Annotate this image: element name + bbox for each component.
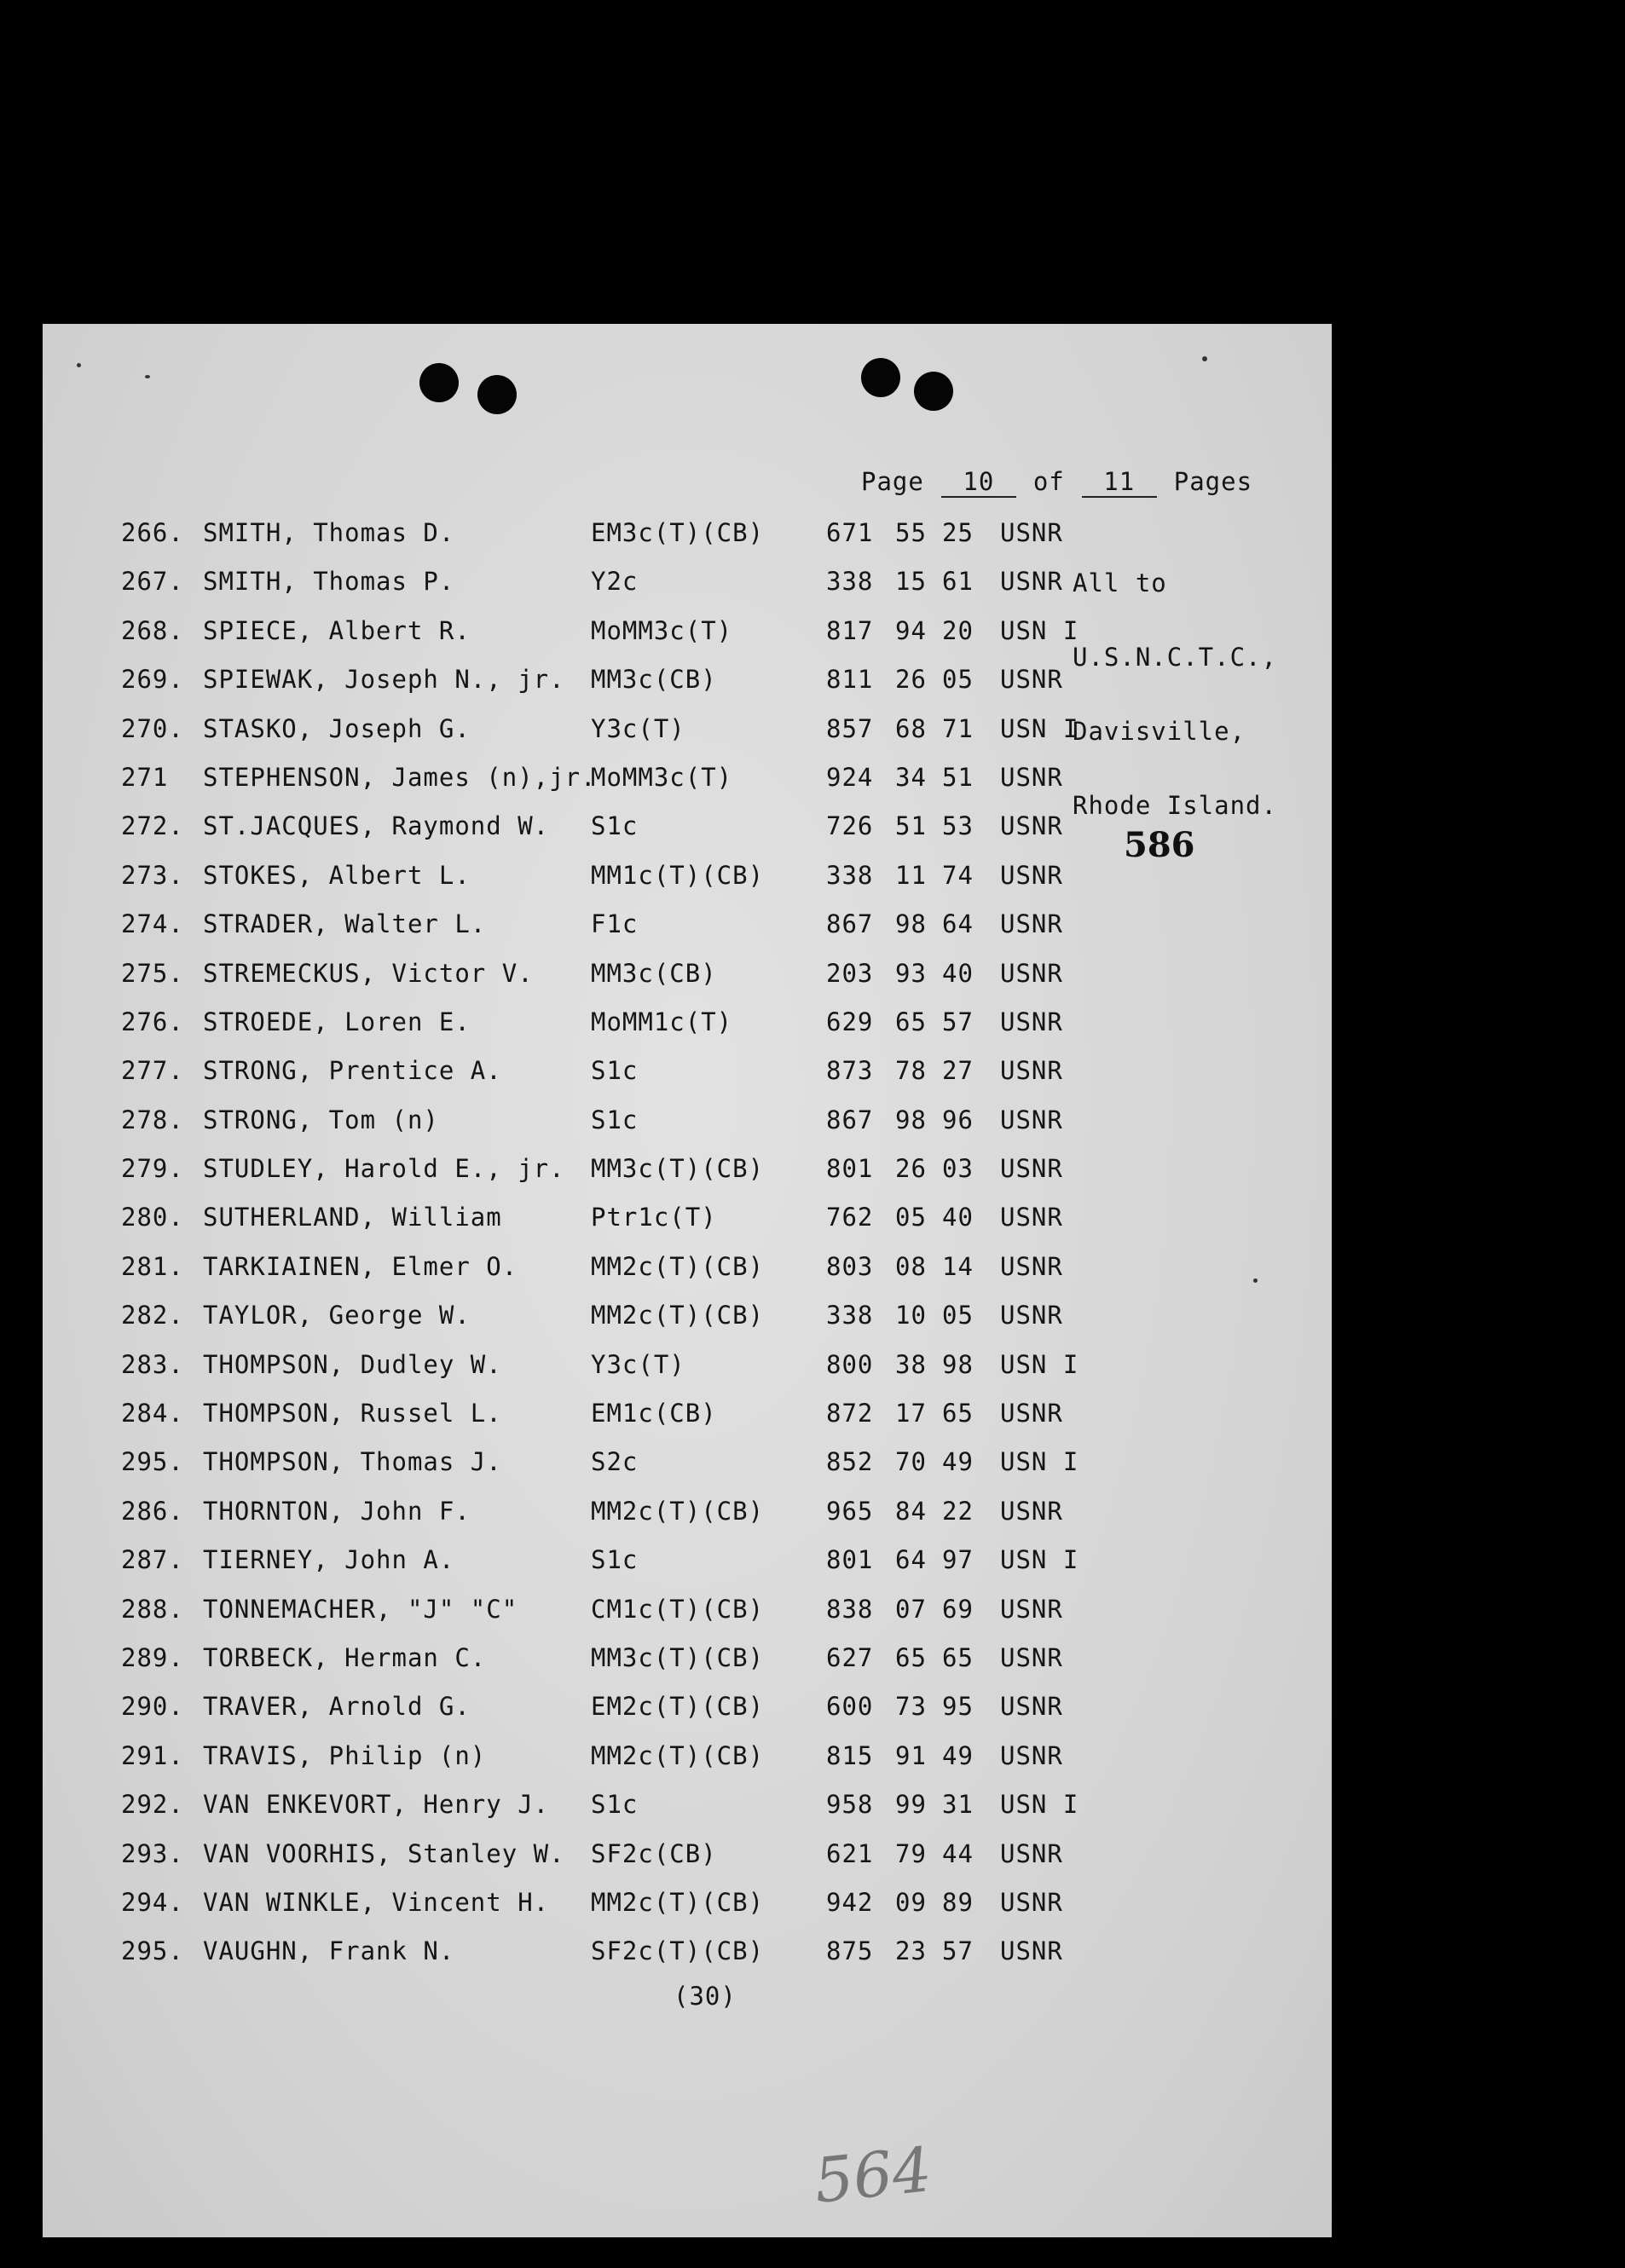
- service-number-part: 53: [942, 811, 974, 841]
- person-name: STUDLEY, Harold E., jr.: [203, 1154, 565, 1184]
- person-name: SPIEWAK, Joseph N., jr.: [203, 665, 565, 695]
- person-name: ST.JACQUES, Raymond W.: [203, 811, 550, 841]
- component: USNR: [1000, 1056, 1063, 1086]
- service-number-part: 338: [826, 1301, 874, 1330]
- person-name: SMITH, Thomas D.: [203, 518, 455, 547]
- service-number-part: 91: [895, 1740, 927, 1770]
- row-number: 289.: [121, 1642, 184, 1672]
- component: USN I: [1000, 1790, 1079, 1820]
- component: USNR: [1000, 1594, 1063, 1624]
- page-header: [861, 467, 1252, 498]
- paper-speck: [1202, 356, 1207, 361]
- service-number-part: 924: [826, 762, 874, 792]
- person-name: STRADER, Walter L.: [203, 909, 487, 939]
- rating: Y3c(T): [591, 713, 685, 743]
- component: USN I: [1000, 1349, 1079, 1379]
- rating: SF2c(CB): [591, 1838, 717, 1868]
- row-number: 269.: [121, 665, 184, 695]
- service-number-part: 65: [942, 1399, 974, 1428]
- person-name: STEPHENSON, James (n),jr.: [203, 762, 597, 792]
- person-name: TARKIAINEN, Elmer O.: [203, 1251, 518, 1281]
- row-number: 288.: [121, 1594, 184, 1624]
- component: USNR: [1000, 1936, 1063, 1966]
- service-number-part: 40: [942, 1203, 974, 1232]
- service-number-part: 57: [942, 1936, 974, 1966]
- service-number-part: 23: [895, 1936, 927, 1966]
- rating: MoMM3c(T): [591, 762, 733, 792]
- service-number-part: 801: [826, 1154, 874, 1184]
- person-name: STRONG, Tom (n): [203, 1105, 439, 1134]
- component: USN I: [1000, 713, 1079, 743]
- service-number-part: 05: [895, 1203, 927, 1232]
- service-number-part: 811: [826, 665, 874, 695]
- side-note-line: U.S.N.C.T.C.,: [1073, 643, 1277, 672]
- person-name: THORNTON, John F.: [203, 1496, 471, 1526]
- component: USN I: [1000, 1447, 1079, 1477]
- footer-page-number: (30): [674, 1982, 737, 2011]
- service-number-part: 49: [942, 1740, 974, 1770]
- rating: MM2c(T)(CB): [591, 1496, 765, 1526]
- component: USNR: [1000, 1838, 1063, 1868]
- service-number-part: 05: [942, 1301, 974, 1330]
- rating: MoMM3c(T): [591, 615, 733, 645]
- stamped-number: 586: [1124, 825, 1195, 865]
- service-number-part: 03: [942, 1154, 974, 1184]
- rating: MM2c(T)(CB): [591, 1740, 765, 1770]
- service-number-part: 942: [826, 1887, 874, 1917]
- side-note-line: Rhode Island.: [1073, 791, 1277, 820]
- service-number-part: 64: [895, 1545, 927, 1575]
- component: USNR: [1000, 762, 1063, 792]
- rating: MoMM1c(T): [591, 1007, 733, 1036]
- service-number-part: 98: [895, 1105, 927, 1134]
- service-number-part: 57: [942, 1007, 974, 1036]
- page-number: 10: [941, 467, 1016, 498]
- component: USNR: [1000, 1399, 1063, 1428]
- service-number-part: 852: [826, 1447, 874, 1477]
- service-number-part: 38: [895, 1349, 927, 1379]
- person-name: THOMPSON, Dudley W.: [203, 1349, 502, 1379]
- service-number-part: 867: [826, 909, 874, 939]
- rating: Ptr1c(T): [591, 1203, 717, 1232]
- service-number-part: 11: [895, 860, 927, 890]
- service-number-part: 93: [895, 958, 927, 988]
- service-number-part: 09: [895, 1887, 927, 1917]
- service-number-part: 26: [895, 1154, 927, 1184]
- person-name: STREMECKUS, Victor V.: [203, 958, 534, 988]
- row-number: 291.: [121, 1740, 184, 1770]
- component: USNR: [1000, 1642, 1063, 1672]
- service-number-part: 98: [895, 909, 927, 939]
- service-number-part: 08: [895, 1251, 927, 1281]
- rating: EM1c(CB): [591, 1399, 717, 1428]
- rating: MM3c(CB): [591, 665, 717, 695]
- component: USN I: [1000, 1545, 1079, 1575]
- person-name: VAUGHN, Frank N.: [203, 1936, 455, 1966]
- rating: CM1c(T)(CB): [591, 1594, 765, 1624]
- service-number-part: 71: [942, 713, 974, 743]
- component: USNR: [1000, 1887, 1063, 1917]
- person-name: STOKES, Albert L.: [203, 860, 471, 890]
- person-name: STRONG, Prentice A.: [203, 1056, 502, 1086]
- service-number-part: 69: [942, 1594, 974, 1624]
- component: USNR: [1000, 811, 1063, 841]
- rating: MM3c(CB): [591, 958, 717, 988]
- person-name: TRAVER, Arnold G.: [203, 1692, 471, 1722]
- service-number-part: 89: [942, 1887, 974, 1917]
- row-number: 274.: [121, 909, 184, 939]
- service-number-part: 801: [826, 1545, 874, 1575]
- row-number: 284.: [121, 1399, 184, 1428]
- service-number-part: 875: [826, 1936, 874, 1966]
- row-number: 287.: [121, 1545, 184, 1575]
- person-name: SPIECE, Albert R.: [203, 615, 471, 645]
- rating: Y3c(T): [591, 1349, 685, 1379]
- row-number: 272.: [121, 811, 184, 841]
- service-number-part: 14: [942, 1251, 974, 1281]
- punch-hole-right-2: [914, 372, 953, 411]
- component: USNR: [1000, 1251, 1063, 1281]
- rating: Y2c: [591, 567, 639, 597]
- component: USNR: [1000, 1105, 1063, 1134]
- person-name: TAYLOR, George W.: [203, 1301, 471, 1330]
- row-number: 295.: [121, 1936, 184, 1966]
- component: USNR: [1000, 958, 1063, 988]
- side-note-line: Davisville,: [1073, 717, 1246, 746]
- row-number: 281.: [121, 1251, 184, 1281]
- person-name: THOMPSON, Russel L.: [203, 1399, 502, 1428]
- service-number-part: 64: [942, 909, 974, 939]
- side-note-line: All to: [1073, 568, 1167, 597]
- component: USNR: [1000, 860, 1063, 890]
- component: USNR: [1000, 1301, 1063, 1330]
- row-number: 275.: [121, 958, 184, 988]
- rating: EM3c(T)(CB): [591, 518, 765, 547]
- paper-speck: [145, 375, 150, 378]
- row-number: 295.: [121, 1447, 184, 1477]
- service-number-part: 65: [942, 1642, 974, 1672]
- pages-label: Pages: [1173, 467, 1253, 496]
- service-number-part: 34: [895, 762, 927, 792]
- person-name: TRAVIS, Philip (n): [203, 1740, 487, 1770]
- service-number-part: 817: [826, 615, 874, 645]
- service-number-part: 815: [826, 1740, 874, 1770]
- person-name: VAN VOORHIS, Stanley W.: [203, 1838, 565, 1868]
- service-number-part: 203: [826, 958, 874, 988]
- row-number: 270.: [121, 713, 184, 743]
- row-number: 283.: [121, 1349, 184, 1379]
- person-name: TORBECK, Herman C.: [203, 1642, 487, 1672]
- person-name: TIERNEY, John A.: [203, 1545, 455, 1575]
- person-name: SUTHERLAND, William: [203, 1203, 502, 1232]
- service-number-part: 17: [895, 1399, 927, 1428]
- row-number: 293.: [121, 1838, 184, 1868]
- service-number-part: 15: [895, 567, 927, 597]
- component: USNR: [1000, 1496, 1063, 1526]
- rating: S2c: [591, 1447, 639, 1477]
- service-number-part: 27: [942, 1056, 974, 1086]
- component: USNR: [1000, 665, 1063, 695]
- service-number-part: 73: [895, 1692, 927, 1722]
- service-number-part: 872: [826, 1399, 874, 1428]
- person-name: VAN WINKLE, Vincent H.: [203, 1887, 550, 1917]
- page-label: Page: [861, 467, 924, 496]
- person-name: VAN ENKEVORT, Henry J.: [203, 1790, 550, 1820]
- person-name: THOMPSON, Thomas J.: [203, 1447, 502, 1477]
- service-number-part: 671: [826, 518, 874, 547]
- total-pages: 11: [1082, 467, 1157, 498]
- service-number-part: 867: [826, 1105, 874, 1134]
- person-name: STASKO, Joseph G.: [203, 713, 471, 743]
- component: USN I: [1000, 615, 1079, 645]
- service-number-part: 22: [942, 1496, 974, 1526]
- rating: SF2c(T)(CB): [591, 1936, 765, 1966]
- service-number-part: 84: [895, 1496, 927, 1526]
- service-number-part: 873: [826, 1056, 874, 1086]
- row-number: 271: [121, 762, 169, 792]
- service-number-part: 68: [895, 713, 927, 743]
- service-number-part: 629: [826, 1007, 874, 1036]
- service-number-part: 600: [826, 1692, 874, 1722]
- service-number-part: 99: [895, 1790, 927, 1820]
- service-number-part: 65: [895, 1007, 927, 1036]
- service-number-part: 74: [942, 860, 974, 890]
- rating: F1c: [591, 909, 639, 939]
- person-name: TONNEMACHER, "J" "C": [203, 1594, 518, 1624]
- rating: EM2c(T)(CB): [591, 1692, 765, 1722]
- rating: S1c: [591, 1056, 639, 1086]
- service-number-part: 95: [942, 1692, 974, 1722]
- service-number-part: 762: [826, 1203, 874, 1232]
- service-number-part: 857: [826, 713, 874, 743]
- component: USNR: [1000, 909, 1063, 939]
- row-number: 268.: [121, 615, 184, 645]
- row-number: 292.: [121, 1790, 184, 1820]
- row-number: 266.: [121, 518, 184, 547]
- rating: MM2c(T)(CB): [591, 1301, 765, 1330]
- service-number-part: 49: [942, 1447, 974, 1477]
- side-note: [1073, 522, 1277, 868]
- service-number-part: 20: [942, 615, 974, 645]
- service-number-part: 627: [826, 1642, 874, 1672]
- rating: MM3c(T)(CB): [591, 1154, 765, 1184]
- row-number: 286.: [121, 1496, 184, 1526]
- service-number-part: 338: [826, 567, 874, 597]
- row-number: 279.: [121, 1154, 184, 1184]
- service-number-part: 803: [826, 1251, 874, 1281]
- row-number: 280.: [121, 1203, 184, 1232]
- document-sheet: [43, 324, 1332, 2237]
- rating: MM2c(T)(CB): [591, 1887, 765, 1917]
- service-number-part: 70: [895, 1447, 927, 1477]
- service-number-part: 44: [942, 1838, 974, 1868]
- paper-speck: [77, 363, 81, 367]
- row-number: 276.: [121, 1007, 184, 1036]
- punch-hole-right-1: [861, 358, 900, 397]
- component: USNR: [1000, 1154, 1063, 1184]
- service-number-part: 51: [895, 811, 927, 841]
- row-number: 290.: [121, 1692, 184, 1722]
- rating: MM1c(T)(CB): [591, 860, 765, 890]
- punch-hole-left-2: [477, 375, 517, 414]
- service-number-part: 958: [826, 1790, 874, 1820]
- service-number-part: 25: [942, 518, 974, 547]
- row-number: 282.: [121, 1301, 184, 1330]
- service-number-part: 965: [826, 1496, 874, 1526]
- service-number-part: 31: [942, 1790, 974, 1820]
- service-number-part: 79: [895, 1838, 927, 1868]
- row-number: 278.: [121, 1105, 184, 1134]
- service-number-part: 05: [942, 665, 974, 695]
- component: USNR: [1000, 1692, 1063, 1722]
- punch-hole-left-1: [419, 363, 459, 402]
- row-number: 294.: [121, 1887, 184, 1917]
- service-number-part: 40: [942, 958, 974, 988]
- component: USNR: [1000, 1740, 1063, 1770]
- service-number-part: 96: [942, 1105, 974, 1134]
- rating: MM2c(T)(CB): [591, 1251, 765, 1281]
- service-number-part: 65: [895, 1642, 927, 1672]
- component: USNR: [1000, 518, 1063, 547]
- service-number-part: 61: [942, 567, 974, 597]
- handwritten-number: 564: [810, 2133, 935, 2217]
- service-number-part: 338: [826, 860, 874, 890]
- service-number-part: 94: [895, 615, 927, 645]
- rating: S1c: [591, 1545, 639, 1575]
- service-number-part: 726: [826, 811, 874, 841]
- row-number: 273.: [121, 860, 184, 890]
- component: USNR: [1000, 1203, 1063, 1232]
- service-number-part: 98: [942, 1349, 974, 1379]
- row-number: 277.: [121, 1056, 184, 1086]
- person-name: SMITH, Thomas P.: [203, 567, 455, 597]
- service-number-part: 621: [826, 1838, 874, 1868]
- rating: MM3c(T)(CB): [591, 1642, 765, 1672]
- component: USNR: [1000, 1007, 1063, 1036]
- service-number-part: 800: [826, 1349, 874, 1379]
- paper-speck: [1253, 1278, 1258, 1283]
- component: USNR: [1000, 567, 1063, 597]
- rating: S1c: [591, 1790, 639, 1820]
- service-number-part: 10: [895, 1301, 927, 1330]
- service-number-part: 51: [942, 762, 974, 792]
- rating: S1c: [591, 811, 639, 841]
- row-number: 267.: [121, 567, 184, 597]
- service-number-part: 07: [895, 1594, 927, 1624]
- person-name: STROEDE, Loren E.: [203, 1007, 471, 1036]
- of-label: of: [1032, 467, 1065, 496]
- service-number-part: 26: [895, 665, 927, 695]
- service-number-part: 78: [895, 1056, 927, 1086]
- service-number-part: 97: [942, 1545, 974, 1575]
- rating: S1c: [591, 1105, 639, 1134]
- service-number-part: 55: [895, 518, 927, 547]
- service-number-part: 838: [826, 1594, 874, 1624]
